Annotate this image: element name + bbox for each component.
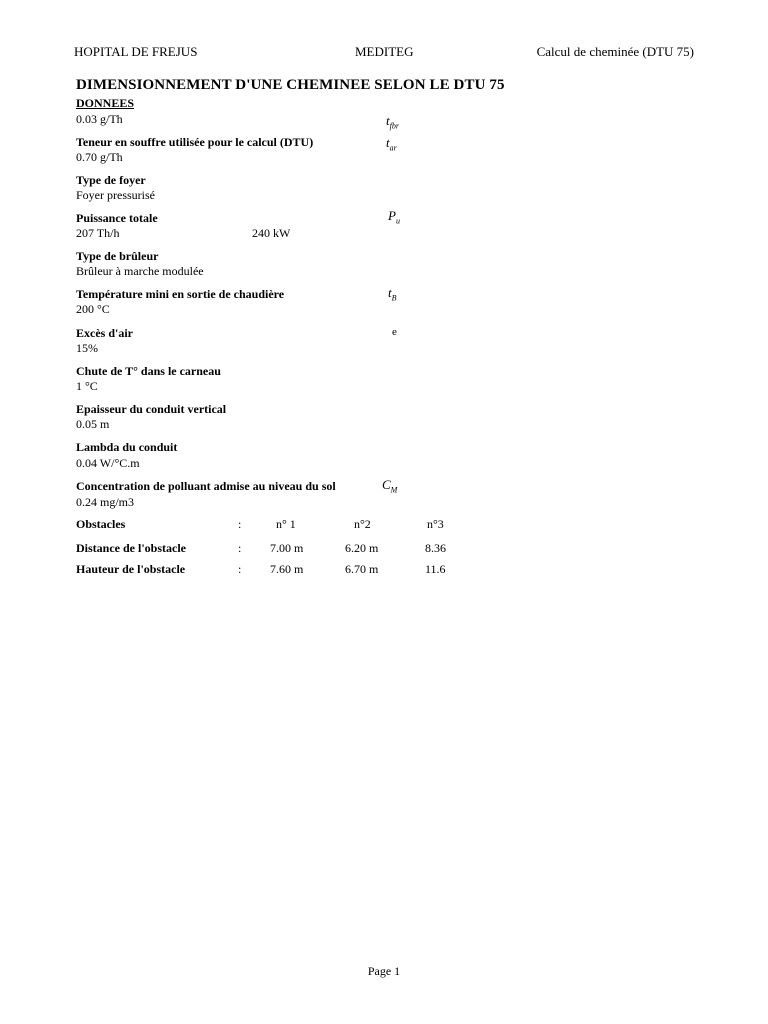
label-min-temperature: Température mini en sortie de chaudière [76, 287, 285, 301]
obstacle-distance-col2: 6.20 m [345, 541, 379, 555]
label-duct-thickness: Epaisseur du conduit vertical [76, 402, 227, 416]
value-burner-type: Brûleur à marche modulée [76, 264, 204, 278]
value-min-temperature: 200 °C [76, 302, 110, 316]
value-furnace-type: Foyer pressurisé [76, 188, 155, 202]
obstacle-distance-col3: 8.36 [425, 541, 446, 555]
obstacle-height-separator: : [238, 562, 242, 576]
value-duct-lambda: 0.04 W/°C.m [76, 456, 140, 470]
value-sulfur-dtu: 0.70 g/Th [76, 150, 123, 164]
value-total-power-kw: 240 kW [252, 226, 291, 240]
label-temp-drop: Chute de T° dans le carneau [76, 364, 221, 378]
obstacles-header-col1: n° 1 [276, 517, 296, 531]
obstacles-header-label: Obstacles [76, 517, 126, 531]
obstacle-height-col1: 7.60 m [270, 562, 304, 576]
symbol-pu: $P_u$ [388, 208, 400, 226]
value-excess-air: 15% [76, 341, 98, 355]
obstacles-header-separator: : [238, 517, 242, 531]
obstacle-distance-label: Distance de l'obstacle [76, 541, 186, 555]
obstacles-header-col3: n°3 [427, 517, 444, 531]
header-company: MEDITEG [355, 44, 414, 59]
obstacle-height-col3: 11.6 [425, 562, 446, 576]
label-total-power: Puissance totale [76, 211, 158, 225]
value-temp-drop: 1 °C [76, 379, 98, 393]
label-furnace-type: Type de foyer [76, 173, 146, 187]
obstacle-distance-col1: 7.00 m [270, 541, 304, 555]
obstacles-header-col2: n°2 [354, 517, 371, 531]
obstacle-height-col2: 6.70 m [345, 562, 379, 576]
label-burner-type: Type de brûleur [76, 249, 159, 263]
header-document-title: Calcul de cheminée (DTU 75) [536, 44, 694, 59]
page-number: Page 1 [367, 964, 401, 978]
symbol-cm: $C_M$ [382, 477, 398, 495]
value-duct-thickness: 0.05 m [76, 417, 110, 431]
obstacle-distance-separator: : [238, 541, 242, 555]
symbol-tb: $t_B$ [388, 285, 397, 303]
symbol-e: e [392, 326, 397, 338]
sulfur-content-value: 0.03 g/Th [76, 112, 123, 126]
page-title: DIMENSIONNEMENT D'UNE CHEMINEE SELON LE DTU 75 [76, 77, 505, 93]
value-pollutant-concentration: 0.24 mg/m3 [76, 495, 135, 509]
label-pollutant-concentration: Concentration de polluant admise au niveau du sol [76, 479, 336, 493]
section-heading: DONNEES [76, 96, 135, 110]
value-total-power-th: 207 Th/h [76, 226, 120, 240]
symbol-tfbr: $t_{fbr}$ [386, 113, 399, 131]
symbol-tar: $t_{ar}$ [386, 135, 397, 153]
header-hospital: HOPITAL DE FREJUS [74, 44, 198, 59]
label-excess-air: Excès d'air [76, 326, 133, 340]
label-duct-lambda: Lambda du conduit [76, 440, 178, 454]
label-sulfur-dtu: Teneur en souffre utilisée pour le calcul (DTU) [76, 135, 314, 149]
obstacle-height-label: Hauteur de l'obstacle [76, 562, 186, 576]
